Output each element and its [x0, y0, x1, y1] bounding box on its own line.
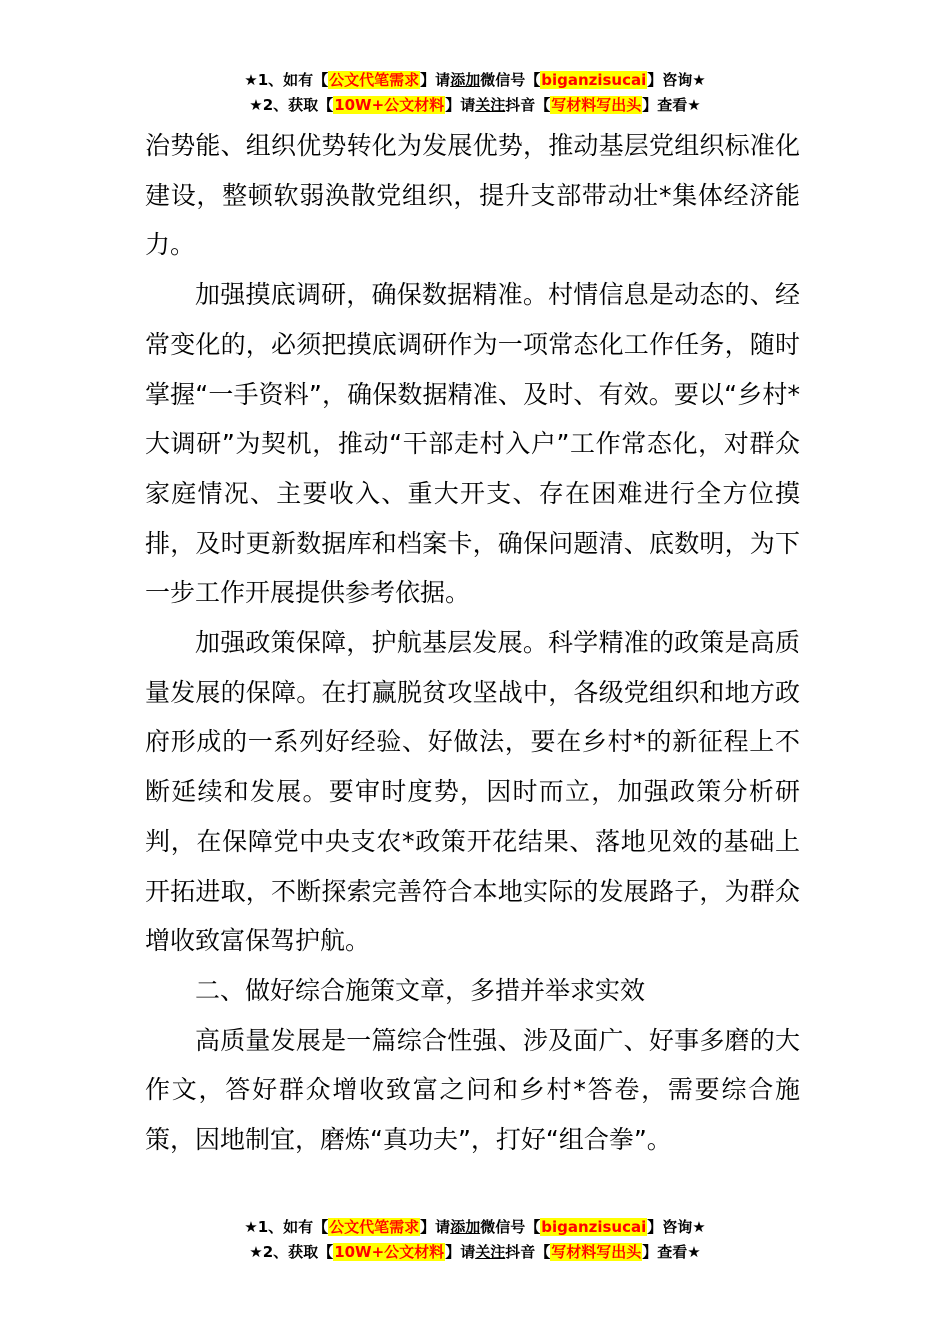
banner-line-1: [0, 1215, 950, 1240]
banner-text: ★2、获取【: [249, 1243, 334, 1261]
banner-text: 抖音【: [505, 1243, 551, 1261]
banner-text: 】查看★: [642, 1243, 701, 1261]
banner-highlight: 写材料写出头: [551, 96, 642, 114]
banner-text: 】请: [445, 96, 476, 114]
banner-text: 】查看★: [642, 96, 701, 114]
banner-line-2: [0, 1240, 950, 1265]
paragraph-development: 高质量发展是一篇综合性强、涉及面广、好事多磨的大作文，答好群众增收致富之问和乡村*答卷，需要综合施策，因地制宜，磨炼“真功夫”，打好“组合拳”。: [145, 1025, 800, 1155]
banner-text: 】请: [445, 1243, 476, 1261]
banner-text: 微信号【: [480, 71, 541, 89]
banner-text: ★1、如有【: [244, 71, 329, 89]
banner-highlight: 公文代笔需求: [329, 71, 420, 89]
banner-text: 】咨询★: [647, 71, 706, 89]
banner-underlined-text: 关注: [475, 96, 506, 114]
banner-text: 微信号【: [480, 1218, 541, 1236]
banner-highlight: 10W+公文材料: [334, 96, 445, 114]
paragraph-policy: 加强政策保障，护航基层发展。科学精准的政策是高质量发展的保障。在打赢脱贫攻坚战中，各级党组织和地方政府形成的一系列好经验、好做法，要在乡村*的新征程上不断延续和发展。要审时度势，因时而立，加强政策分析研判，在保障党中央支农*政策开花结果、落地见效的基础上开拓进取，不断探索完善符合本地实际的发展路子，为群众增收致富保驾护航。: [145, 628, 800, 956]
banner-line-2: [0, 93, 950, 118]
banner-highlight: 公文代笔需求: [329, 1218, 420, 1236]
banner-highlight: 10W+公文材料: [334, 1243, 445, 1261]
banner-line-1: [0, 68, 950, 93]
header-banner: [0, 68, 950, 118]
banner-text: 抖音【: [505, 96, 551, 114]
banner-highlight: 写材料写出头: [551, 1243, 642, 1261]
banner-underlined-text: 添加: [450, 71, 481, 89]
banner-underlined-text: 添加: [450, 1218, 481, 1236]
document-body: [145, 121, 800, 1165]
banner-text: 】请: [420, 1218, 451, 1236]
paragraph-continuation: 治势能、组织优势转化为发展优势，推动基层党组织标准化建设，整顿软弱涣散党组织，提升支部带动壮*集体经济能力。: [145, 131, 800, 260]
banner-text: ★1、如有【: [244, 1218, 329, 1236]
paragraph-research: 加强摸底调研，确保数据精准。村情信息是动态的、经常变化的，必须把摸底调研作为一项常态化工作任务，随时掌握“一手资料”，确保数据精准、及时、有效。要以“乡村*大调研”为契机，推动“干部走村入户”工作常态化，对群众家庭情况、主要收入、重大开支、存在困难进行全方位摸排，及时更新数据库和档案卡，确保问题清、底数明，为下一步工作开展提供参考依据。: [145, 280, 800, 608]
banner-text: 】咨询★: [647, 1218, 706, 1236]
banner-highlight: biganzisucai: [541, 1218, 647, 1236]
banner-text: 】请: [420, 71, 451, 89]
banner-highlight: biganzisucai: [541, 71, 647, 89]
section-heading: 二、做好综合施策文章，多措并举求实效: [195, 975, 646, 1005]
banner-text: ★2、获取【: [249, 96, 334, 114]
footer-banner: [0, 1215, 950, 1265]
banner-underlined-text: 关注: [475, 1243, 506, 1261]
